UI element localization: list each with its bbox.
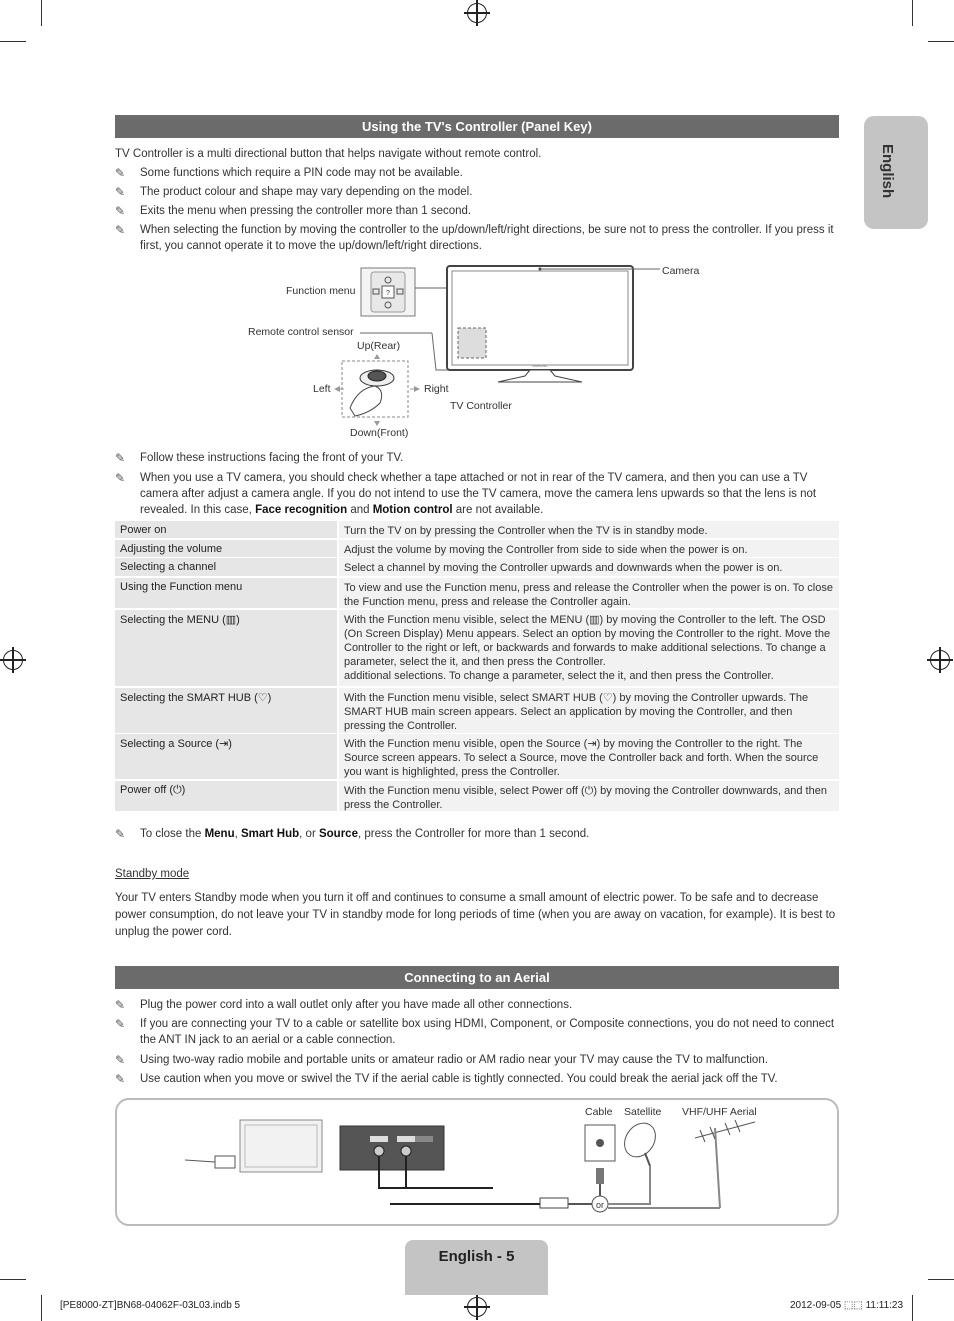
table-value: To view and use the Function menu, press and release the Controller when the power is on. To close the Function menu, press and release the Controller again.	[337, 578, 839, 608]
note-item: ✎ Using two-way radio mobile and portable units or amateur radio or AM radio near your TV may cause the TV to malfunction.	[115, 1053, 768, 1067]
language-side-tab	[864, 116, 928, 229]
table-key: Selecting the MENU (▥)	[115, 610, 337, 686]
note-item: ✎ To close the Menu, Smart Hub, or Source, press the Controller for more than 1 second.	[115, 827, 590, 841]
controller-intro: TV Controller is a multi directional button that helps navigate without remote control.	[115, 148, 542, 160]
note-item: ✎ Use caution when you move or swivel the TV if the aerial cable is tightly connected. You could break the aerial jack off the TV.	[115, 1072, 778, 1086]
note-item: ✎ Plug the power cord into a wall outlet only after you have made all other connections.	[115, 998, 573, 1012]
crop-mark	[0, 1279, 26, 1280]
label-down: Down(Front)	[350, 427, 409, 439]
pencil-note-icon: ✎	[115, 1017, 126, 1031]
table-key: Selecting a Source (⇥)	[115, 734, 337, 779]
label-right: Right	[424, 383, 449, 395]
table-value: With the Function menu visible, open the Source (⇥) by moving the Controller to the right. The Source screen appears. To select a Source, move the Controller back and forth. When the source you want is highlighted, press the Controller.	[337, 734, 839, 779]
crop-mark	[912, 1295, 913, 1321]
label-up: Up(Rear)	[357, 340, 401, 352]
svg-text:?: ?	[386, 290, 390, 297]
table-key: Selecting the SMART HUB (♡)	[115, 688, 337, 733]
label-satellite: Satellite	[624, 1106, 662, 1118]
pencil-note-icon: ✎	[115, 471, 126, 485]
registration-mark-icon	[930, 650, 950, 670]
table-row	[115, 610, 839, 686]
note-item: ✎ Follow these instructions facing the front of your TV.	[115, 451, 404, 465]
language-side-tab-label: English	[879, 144, 896, 199]
pencil-note-icon: ✎	[115, 204, 126, 218]
label-function-menu: Function menu	[286, 285, 356, 297]
label-camera: Camera	[662, 265, 700, 277]
pencil-note-icon: ✎	[115, 827, 126, 841]
crop-mark	[912, 0, 913, 26]
crop-mark	[0, 41, 26, 42]
table-row	[115, 734, 839, 779]
label-left: Left	[313, 383, 331, 395]
standby-text: Your TV enters Standby mode when you turn it off and continues to consume a small amount of electric power. To be safe and to decrease power consumption, do not leave your TV in standby mode for long periods of time (when you are away on vacation, for example). It is best to unplug the power cord.	[115, 892, 836, 938]
footer-date: 2012-09-05 ⬚⬚ 11:11:23	[790, 1300, 904, 1311]
crop-mark	[41, 1295, 42, 1321]
crop-mark	[928, 41, 954, 42]
note-item: ✎ When selecting the function by moving the controller to the up/down/left/right directions, be sure not to press the controller. If you press it first, you cannot operate it to move the up/down/left/right directions.	[115, 223, 834, 252]
table-row	[115, 578, 839, 608]
table-row	[115, 558, 839, 576]
crop-mark	[41, 0, 42, 26]
pencil-note-icon: ✎	[115, 185, 126, 199]
page-number-tab	[405, 1240, 548, 1295]
section-header-controller: Using the TV's Controller (Panel Key)	[115, 115, 839, 138]
label-remote-sensor: Remote control sensor	[248, 326, 354, 338]
table-row	[115, 540, 839, 557]
table-row	[115, 781, 839, 811]
crop-mark	[928, 1279, 954, 1280]
pencil-note-icon: ✎	[115, 1053, 126, 1067]
note-item: ✎ Exits the menu when pressing the controller more than 1 second.	[115, 204, 472, 218]
page-number: English - 5	[438, 1248, 515, 1265]
label-cable: Cable	[585, 1106, 613, 1118]
note-item: ✎ Some functions which require a PIN code may not be available.	[115, 166, 463, 180]
table-key: Using the Function menu	[115, 578, 337, 608]
pencil-note-icon: ✎	[115, 1072, 126, 1086]
note-item: ✎ If you are connecting your TV to a cable or satellite box using HDMI, Component, or Composite connections, you do not need to connect the ANT IN jack to an aerial or a cable connection.	[115, 1017, 835, 1046]
table-value: With the Function menu visible, select Power off (⏻) by moving the Controller downwards, and then press the Controller.	[337, 781, 839, 811]
footer-file: [PE8000-ZT]BN68-04062F-03L03.indb 5	[60, 1300, 241, 1311]
note-item: ✎ The product colour and shape may vary depending on the model.	[115, 185, 473, 199]
standby-heading: Standby mode	[115, 868, 190, 880]
pencil-note-icon: ✎	[115, 166, 126, 180]
table-value: With the Function menu visible, select the MENU (▥) by moving the Controller to the left. The OSD (On Screen Display) Menu appears. Select an option by moving the Controller to the right. Move the Controller to the right or left, or backwards and forwards to make additional selections. To change a parameter, select the it, and then press the Controller. additional selections. To change a parameter, select the it, and then press the Controller.	[337, 610, 839, 686]
table-value: Adjust the volume by moving the Controller from side to side when the power is on.	[337, 540, 839, 557]
pencil-note-icon: ✎	[115, 998, 126, 1012]
section-header-aerial: Connecting to an Aerial	[115, 966, 839, 989]
registration-mark-icon	[467, 1297, 487, 1317]
pencil-note-icon: ✎	[115, 451, 126, 465]
table-value: With the Function menu visible, select SMART HUB (♡) by moving the Controller upwards. The SMART HUB main screen appears. Select an application by moving the Controller, and then pressing the Controller.	[337, 688, 839, 733]
note-item: ✎ When you use a TV camera, you should check whether a tape attached or not in rear of the TV camera, and then you can use a TV camera after adjust a camera angle. If you do not intend to use the TV camera, move the camera lens upwards so that the lens is not revealed. In this case, Face recognition and Motion control are not available.	[115, 471, 817, 516]
registration-mark-icon	[467, 3, 487, 23]
registration-mark-icon	[3, 650, 23, 670]
table-row	[115, 688, 839, 733]
svg-text:SAMSUNG: SAMSUNG	[532, 364, 548, 368]
table-value: Select a channel by moving the Controller upwards and downwards when the power is on.	[337, 558, 839, 576]
pencil-note-icon: ✎	[115, 223, 126, 237]
label-vhf-uhf-aerial: VHF/UHF Aerial	[682, 1106, 757, 1118]
table-value: Turn the TV on by pressing the Controller when the TV is in standby mode.	[337, 521, 839, 538]
table-key: Selecting a channel	[115, 558, 337, 576]
table-key: Adjusting the volume	[115, 540, 337, 557]
table-row	[115, 521, 839, 538]
label-tv-controller: TV Controller	[450, 400, 512, 412]
table-key: Power off (⏻)	[115, 781, 337, 811]
table-key: Power on	[115, 521, 337, 538]
label-or: or	[596, 1200, 605, 1210]
